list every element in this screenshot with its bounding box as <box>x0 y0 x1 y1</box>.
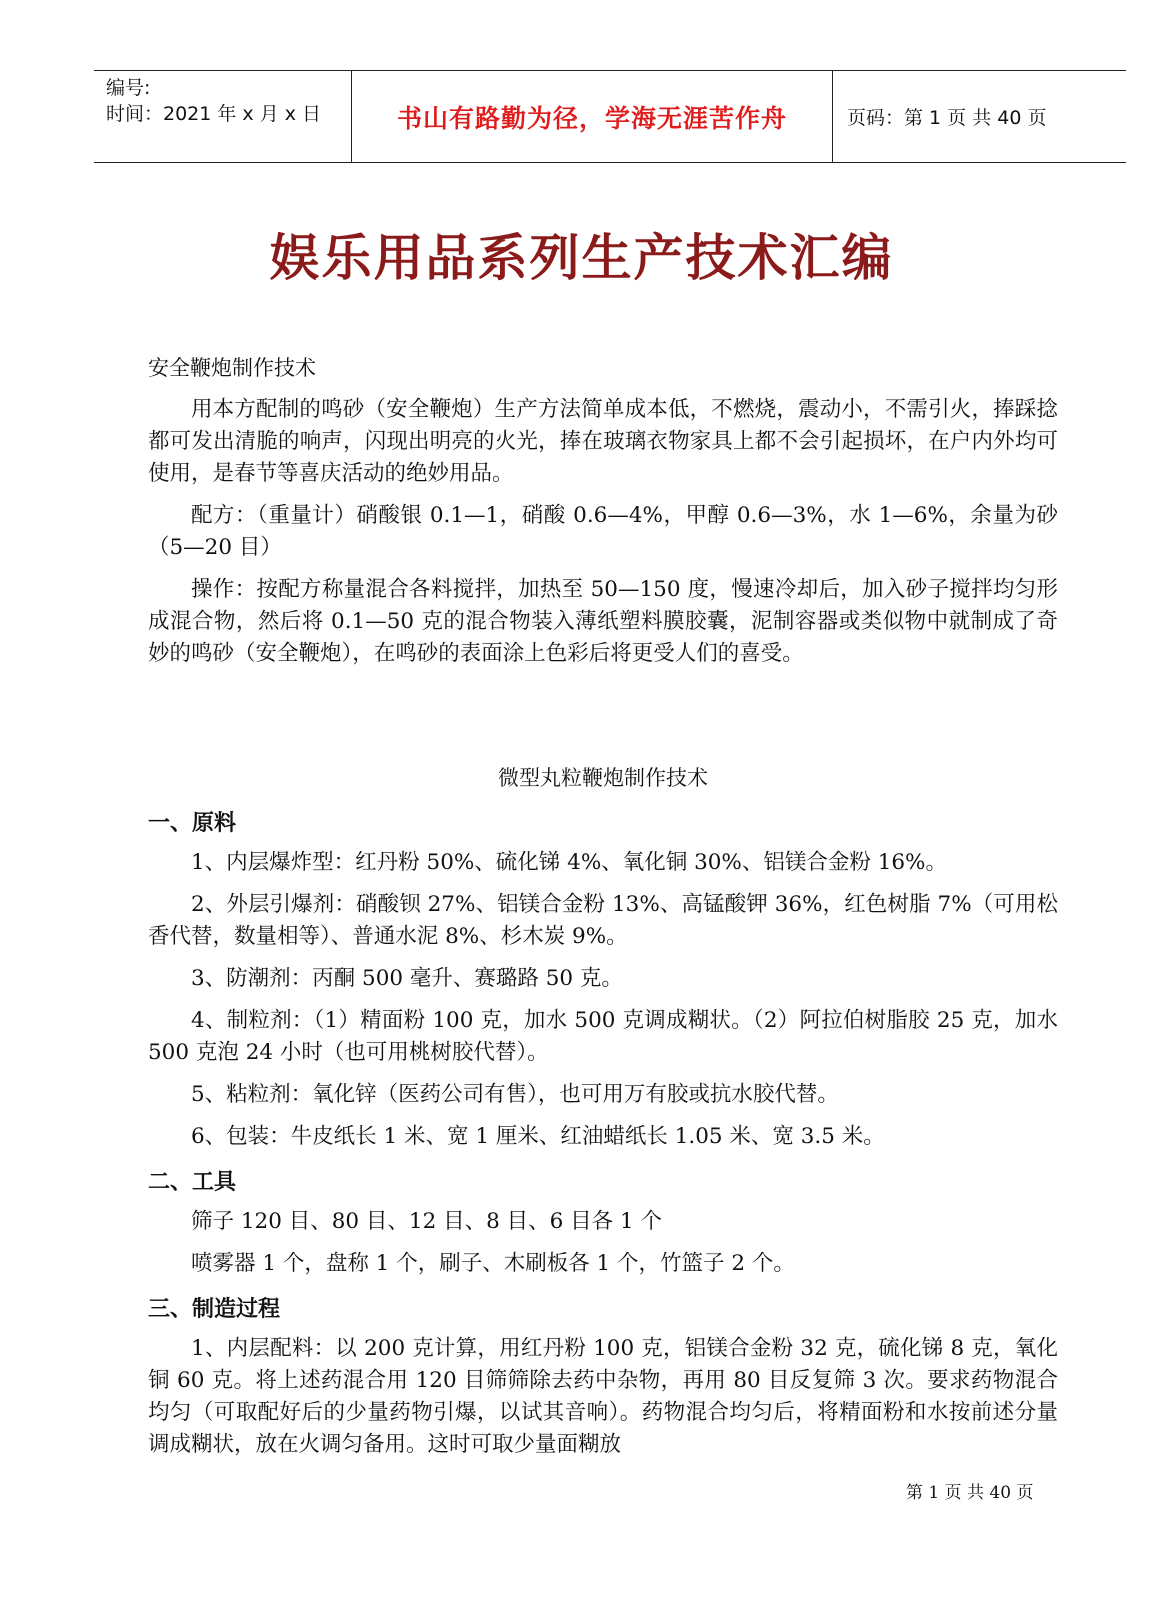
number-label: 编号: <box>106 77 151 99</box>
list-item: 1、内层配料：以 200 克计算，用红丹粉 100 克，铝镁合金粉 32 克，硫化锑 8 克，氧化铜 60 克。将上述药混合用 120 目筛筛除去药中杂物，再用 80 目反复筛 3 次。要求药物混合均匀（可取配好后的少量药物引爆，以试其音响）。药物混合均匀后，将精面粉和水按前述分量调成糊状，放在火调匀备用。这时可取少量面糊放 <box>148 1336 1058 1457</box>
list-item: 6、包装：牛皮纸长 1 米、宽 1 厘米、红油蜡纸长 1.05 米、宽 3.5 米。 <box>191 1124 885 1149</box>
motto: 书山有路勤为径，学海无涯苦作舟 <box>352 71 833 162</box>
header-table <box>94 70 1126 163</box>
header-meta <box>94 71 352 162</box>
part1-heading: 一、原料 <box>148 811 237 836</box>
part3-heading: 三、制造过程 <box>148 1297 281 1322</box>
list-item: 2、外层引爆剂：硝酸钡 27%、铝镁合金粉 13%、高锰酸钾 36%，红色树脂 7%（可用松香代替，数量相等）、普通水泥 8%、杉木炭 9%。 <box>148 892 1058 949</box>
list-item: 喷雾器 1 个，盘称 1 个，刷子、木刷板各 1 个，竹篮子 2 个。 <box>191 1251 795 1276</box>
list-item: 3、防潮剂：丙酮 500 毫升、赛璐路 50 克。 <box>191 966 623 991</box>
section2-heading: 微型丸粒鞭炮制作技术 <box>498 766 708 790</box>
section-micro-firecracker <box>148 762 1058 1461</box>
part2-heading: 二、工具 <box>148 1170 237 1195</box>
section1-heading: 安全鞭炮制作技术 <box>148 356 316 380</box>
page-footer: 第 1 页 共 40 页 <box>906 1483 1034 1503</box>
document-title: 娱乐用品系列生产技术汇编 <box>269 228 894 287</box>
list-item: 5、粘粒剂：氧化锌（医药公司有售），也可用万有胶或抗水胶代替。 <box>191 1082 839 1107</box>
list-item: 筛子 120 目、80 目、12 目、8 目、6 目各 1 个 <box>191 1209 662 1234</box>
time-label: 时间：2021 年 x 月 x 日 <box>106 103 322 125</box>
page-info: 页码：第 1 页 共 40 页 <box>847 107 1047 129</box>
section1-paragraph: 操作：按配方称量混合各料搅拌，加热至 50—150 度，慢速冷却后，加入砂子搅拌均匀形成混合物，然后将 0.1—50 克的混合物装入薄纸塑料膜胶囊，泥制容器或类似物中就制成了奇妙的鸣砂（安全鞭炮），在鸣砂的表面涂上色彩后将更受人们的喜受。 <box>148 577 1058 666</box>
section1-paragraph: 配方：（重量计）硝酸银 0.1—1，硝酸 0.6—4%，甲醇 0.6—3%，水 1—6%，余量为砂（5—20 目） <box>148 503 1058 560</box>
section-safe-firecracker <box>148 352 1058 670</box>
list-item: 1、内层爆炸型：红丹粉 50%、硫化锑 4%、氧化铜 30%、铝镁合金粉 16%。 <box>191 850 947 875</box>
section1-paragraph: 用本方配制的鸣砂（安全鞭炮）生产方法简单成本低，不燃烧，震动小，不需引火，捧踩捻都可发出清脆的响声，闪现出明亮的火光，捧在玻璃衣物家具上都不会引起损坏，在户内外均可使用，是春节等喜庆活动的绝妙用品。 <box>148 397 1058 486</box>
list-item: 4、制粒剂：（1）精面粉 100 克，加水 500 克调成糊状。（2）阿拉伯树脂胶 25 克，加水 500 克泡 24 小时（也可用桃树胶代替）。 <box>148 1008 1058 1065</box>
